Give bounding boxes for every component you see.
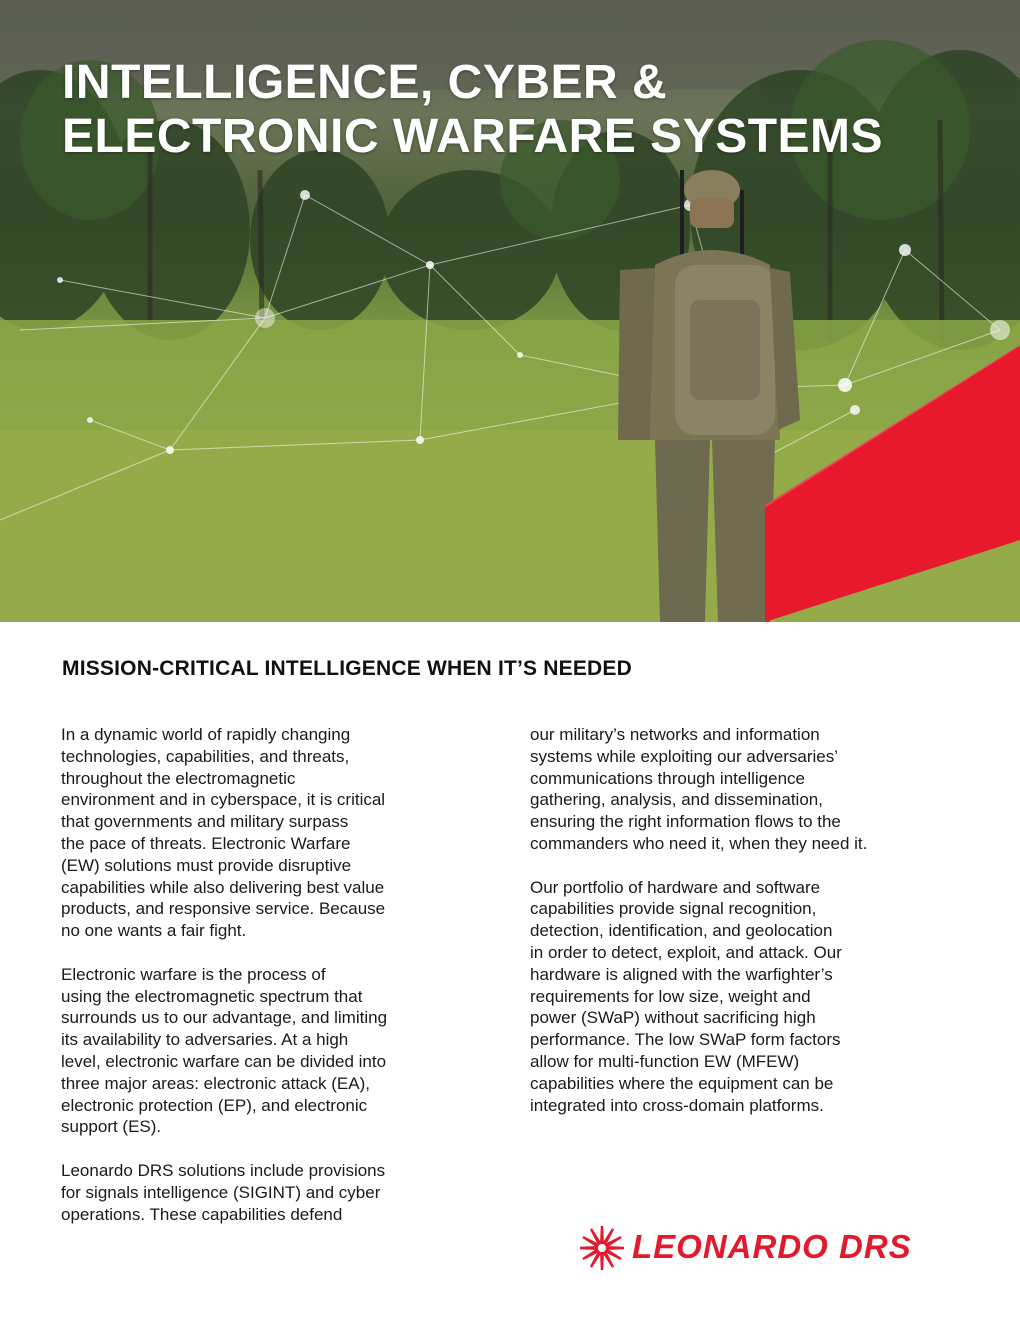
title-line-2: ELECTRONIC WARFARE SYSTEMS (62, 110, 884, 163)
leonardo-drs-logo (578, 1222, 968, 1276)
paragraph: Electronic warfare is the process of using the electromagnetic spectrum that surrounds us to our advantage, and limiting its availability to adversaries. At a high level, electronic warfare can be divided into three major areas: electronic attack (EA), electronic protection (EP), and electronic support (ES). (61, 964, 388, 1137)
leonardo-starburst-icon (578, 1224, 626, 1272)
hero-banner (0, 0, 1020, 622)
logo-text: LEONARDO DRS (632, 1228, 912, 1265)
paragraph: Leonardo DRS solutions include provisions for signals intelligence (SIGINT) and cyber operations. These capabilities defend (61, 1160, 386, 1224)
paragraph: In a dynamic world of rapidly changing technologies, capabilities, and threats, throughout the electromagnetic environment and in cyberspace, it is critical that governments and military surpass the pace of threats. Electronic Warfare (EW) solutions must provide disruptive capabilities while also delivering best value products, and responsive service. Because no one wants a fair fight. (61, 725, 386, 941)
title-line-1: INTELLIGENCE, CYBER & (62, 56, 668, 109)
section-heading: MISSION-CRITICAL INTELLIGENCE WHEN IT’S NEEDED (62, 657, 632, 680)
paragraph: our military’s networks and information systems while exploiting our adversaries’ communications through intelligence gathering, analysis, and dissemination, ensuring the right information flows to the commanders who need it, when they need it. (530, 725, 868, 853)
page-title (62, 56, 883, 164)
right-column (530, 724, 975, 1138)
left-column (61, 724, 501, 1247)
paragraph: Our portfolio of hardware and software capabilities provide signal recognition, detection, identification, and geolocation in order to detect, exploit, and attack. Our hardware is aligned with the warfighter’s requirements for low size, weight and power (SWaP) without sacrificing high performance. The low SWaP form factors allow for multi-function EW (MFEW) capabilities where the equipment can be integrated into cross-domain platforms. (530, 877, 842, 1115)
